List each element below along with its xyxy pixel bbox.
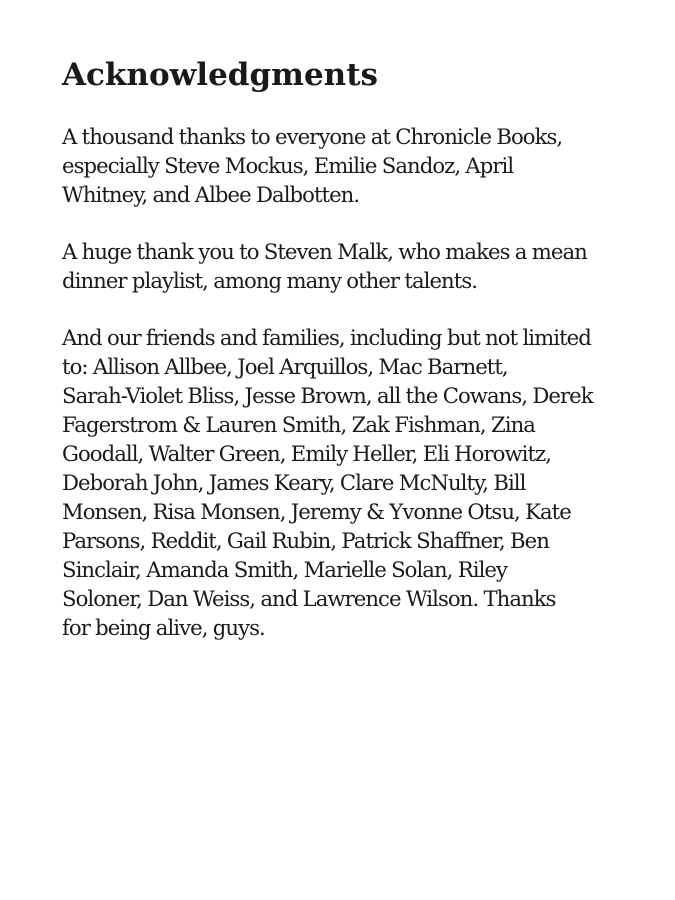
text-line: A thousand thanks to everyone at Chronicle Books,	[62, 124, 563, 149]
text-line: dinner playlist, among many other talents.	[62, 268, 478, 293]
text-line: especially Steve Mockus, Emilie Sandoz, April	[62, 153, 514, 178]
text-line: for being alive, guys.	[62, 615, 265, 640]
text-line: Soloner, Dan Weiss, and Lawrence Wilson. Thanks	[62, 586, 556, 611]
page-title: Acknowledgments	[62, 57, 378, 93]
text-line: Sinclair, Amanda Smith, Marielle Solan, Riley	[62, 557, 508, 582]
text-line: Goodall, Walter Green, Emily Heller, Eli Horowitz,	[62, 441, 552, 466]
text-line: Parsons, Reddit, Gail Rubin, Patrick Shaffner, Ben	[62, 528, 549, 553]
text-line: Whitney, and Albee Dalbotten.	[62, 182, 360, 207]
text-line: Monsen, Risa Monsen, Jeremy & Yvonne Otsu, Kate	[62, 499, 571, 524]
text-line: to: Allison Allbee, Joel Arquillos, Mac Barnett,	[62, 354, 508, 379]
text-line: And our friends and families, including but not limited	[62, 325, 591, 350]
acknowledgments-section	[62, 56, 602, 670]
paragraph-friends-families	[62, 323, 602, 642]
paragraph-agent-thanks	[62, 237, 602, 295]
text-line: Deborah John, James Keary, Clare McNulty, Bill	[62, 470, 526, 495]
text-line: Fagerstrom & Lauren Smith, Zak Fishman, Zina	[62, 412, 535, 437]
text-line: Sarah-Violet Bliss, Jesse Brown, all the Cowans, Derek	[62, 383, 593, 408]
paragraph-publisher-thanks	[62, 122, 602, 209]
text-line: A huge thank you to Steven Malk, who makes a mean	[62, 239, 587, 264]
